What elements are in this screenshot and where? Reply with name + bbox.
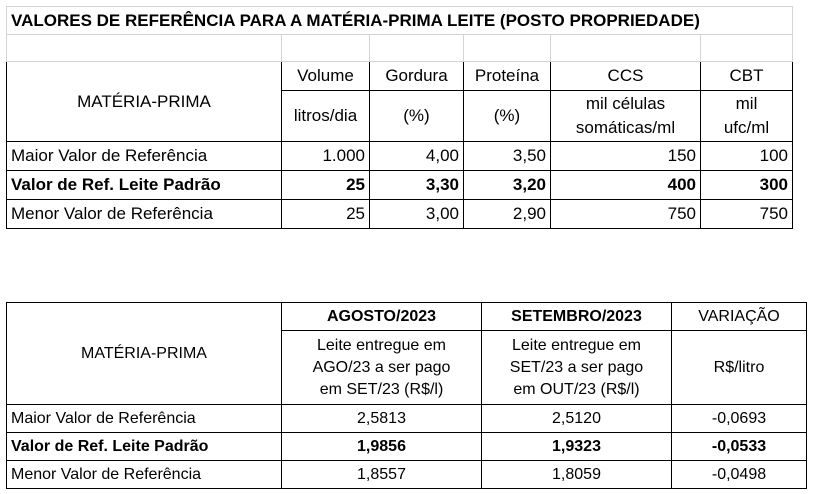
unit-gordura: (%)	[370, 91, 464, 142]
monthly-price-table	[6, 302, 807, 489]
blank-row	[7, 35, 793, 62]
unit-ccs-line2: somáticas/ml	[575, 118, 676, 137]
table2-row-header: MATÉRIA-PRIMA	[7, 303, 282, 405]
table-row	[7, 200, 793, 229]
cell-volume: 1.000	[282, 142, 370, 171]
desc-agosto-line1: Leite entregue em	[317, 336, 446, 354]
table-row	[7, 461, 807, 489]
column-header-variacao: VARIAÇÃO	[672, 303, 807, 331]
cell-cbt: 100	[701, 142, 793, 171]
cell-gordura: 3,00	[370, 200, 464, 229]
row-label: Menor Valor de Referência	[7, 461, 282, 489]
column-header-volume: Volume	[282, 62, 370, 91]
cell-agosto: 1,9856	[282, 433, 482, 461]
reference-values-table	[6, 6, 793, 229]
cell-cbt: 750	[701, 200, 793, 229]
cell-variacao: -0,0533	[672, 433, 807, 461]
table1-row-header: MATÉRIA-PRIMA	[7, 62, 282, 142]
desc-agosto-line2: AGO/23 a ser pago	[312, 358, 451, 376]
row-label: Maior Valor de Referência	[7, 405, 282, 433]
cell-proteina: 3,50	[464, 142, 551, 171]
cell-ccs: 400	[551, 171, 701, 200]
cell-variacao: -0,0693	[672, 405, 807, 433]
column-header-cbt: CBT	[701, 62, 793, 91]
unit-volume: litros/dia	[282, 91, 370, 142]
cell-gordura: 3,30	[370, 171, 464, 200]
cell-gordura: 4,00	[370, 142, 464, 171]
cell-variacao: -0,0498	[672, 461, 807, 489]
column-header-gordura: Gordura	[370, 62, 464, 91]
table-row	[7, 142, 793, 171]
row-label: Valor de Ref. Leite Padrão	[7, 433, 282, 461]
cell-setembro: 1,9323	[482, 433, 672, 461]
page-title: VALORES DE REFERÊNCIA PARA A MATÉRIA-PRIMA LEITE (POSTO PROPRIEDADE)	[7, 7, 793, 35]
unit-ccs	[551, 91, 701, 142]
cell-setembro: 1,8059	[482, 461, 672, 489]
unit-cbt-line2: ufc/ml	[723, 118, 770, 137]
cell-volume: 25	[282, 171, 370, 200]
desc-variacao: R$/litro	[672, 331, 807, 405]
row-label: Menor Valor de Referência	[7, 200, 282, 229]
unit-ccs-line1: mil células	[585, 94, 666, 113]
row-label: Valor de Ref. Leite Padrão	[7, 171, 282, 200]
cell-volume: 25	[282, 200, 370, 229]
desc-setembro-line3: em OUT/23 (R$/l)	[513, 380, 640, 398]
column-header-setembro: SETEMBRO/2023	[482, 303, 672, 331]
table-row	[7, 171, 793, 200]
column-header-ccs: CCS	[551, 62, 701, 91]
row-label: Maior Valor de Referência	[7, 142, 282, 171]
cell-proteina: 3,20	[464, 171, 551, 200]
desc-setembro-line2: SET/23 a ser pago	[509, 358, 644, 376]
table-row	[7, 405, 807, 433]
column-header-proteina: Proteína	[464, 62, 551, 91]
table-row	[7, 433, 807, 461]
column-header-agosto: AGOSTO/2023	[282, 303, 482, 331]
cell-cbt: 300	[701, 171, 793, 200]
desc-setembro	[482, 331, 672, 405]
cell-ccs: 150	[551, 142, 701, 171]
cell-agosto: 2,5813	[282, 405, 482, 433]
cell-setembro: 2,5120	[482, 405, 672, 433]
desc-setembro-line1: Leite entregue em	[512, 336, 641, 354]
desc-agosto	[282, 331, 482, 405]
unit-cbt-line1: mil	[735, 94, 758, 113]
cell-ccs: 750	[551, 200, 701, 229]
unit-cbt	[701, 91, 793, 142]
cell-proteina: 2,90	[464, 200, 551, 229]
unit-proteina: (%)	[464, 91, 551, 142]
cell-agosto: 1,8557	[282, 461, 482, 489]
desc-agosto-line3: em SET/23 (R$/l)	[319, 380, 444, 398]
